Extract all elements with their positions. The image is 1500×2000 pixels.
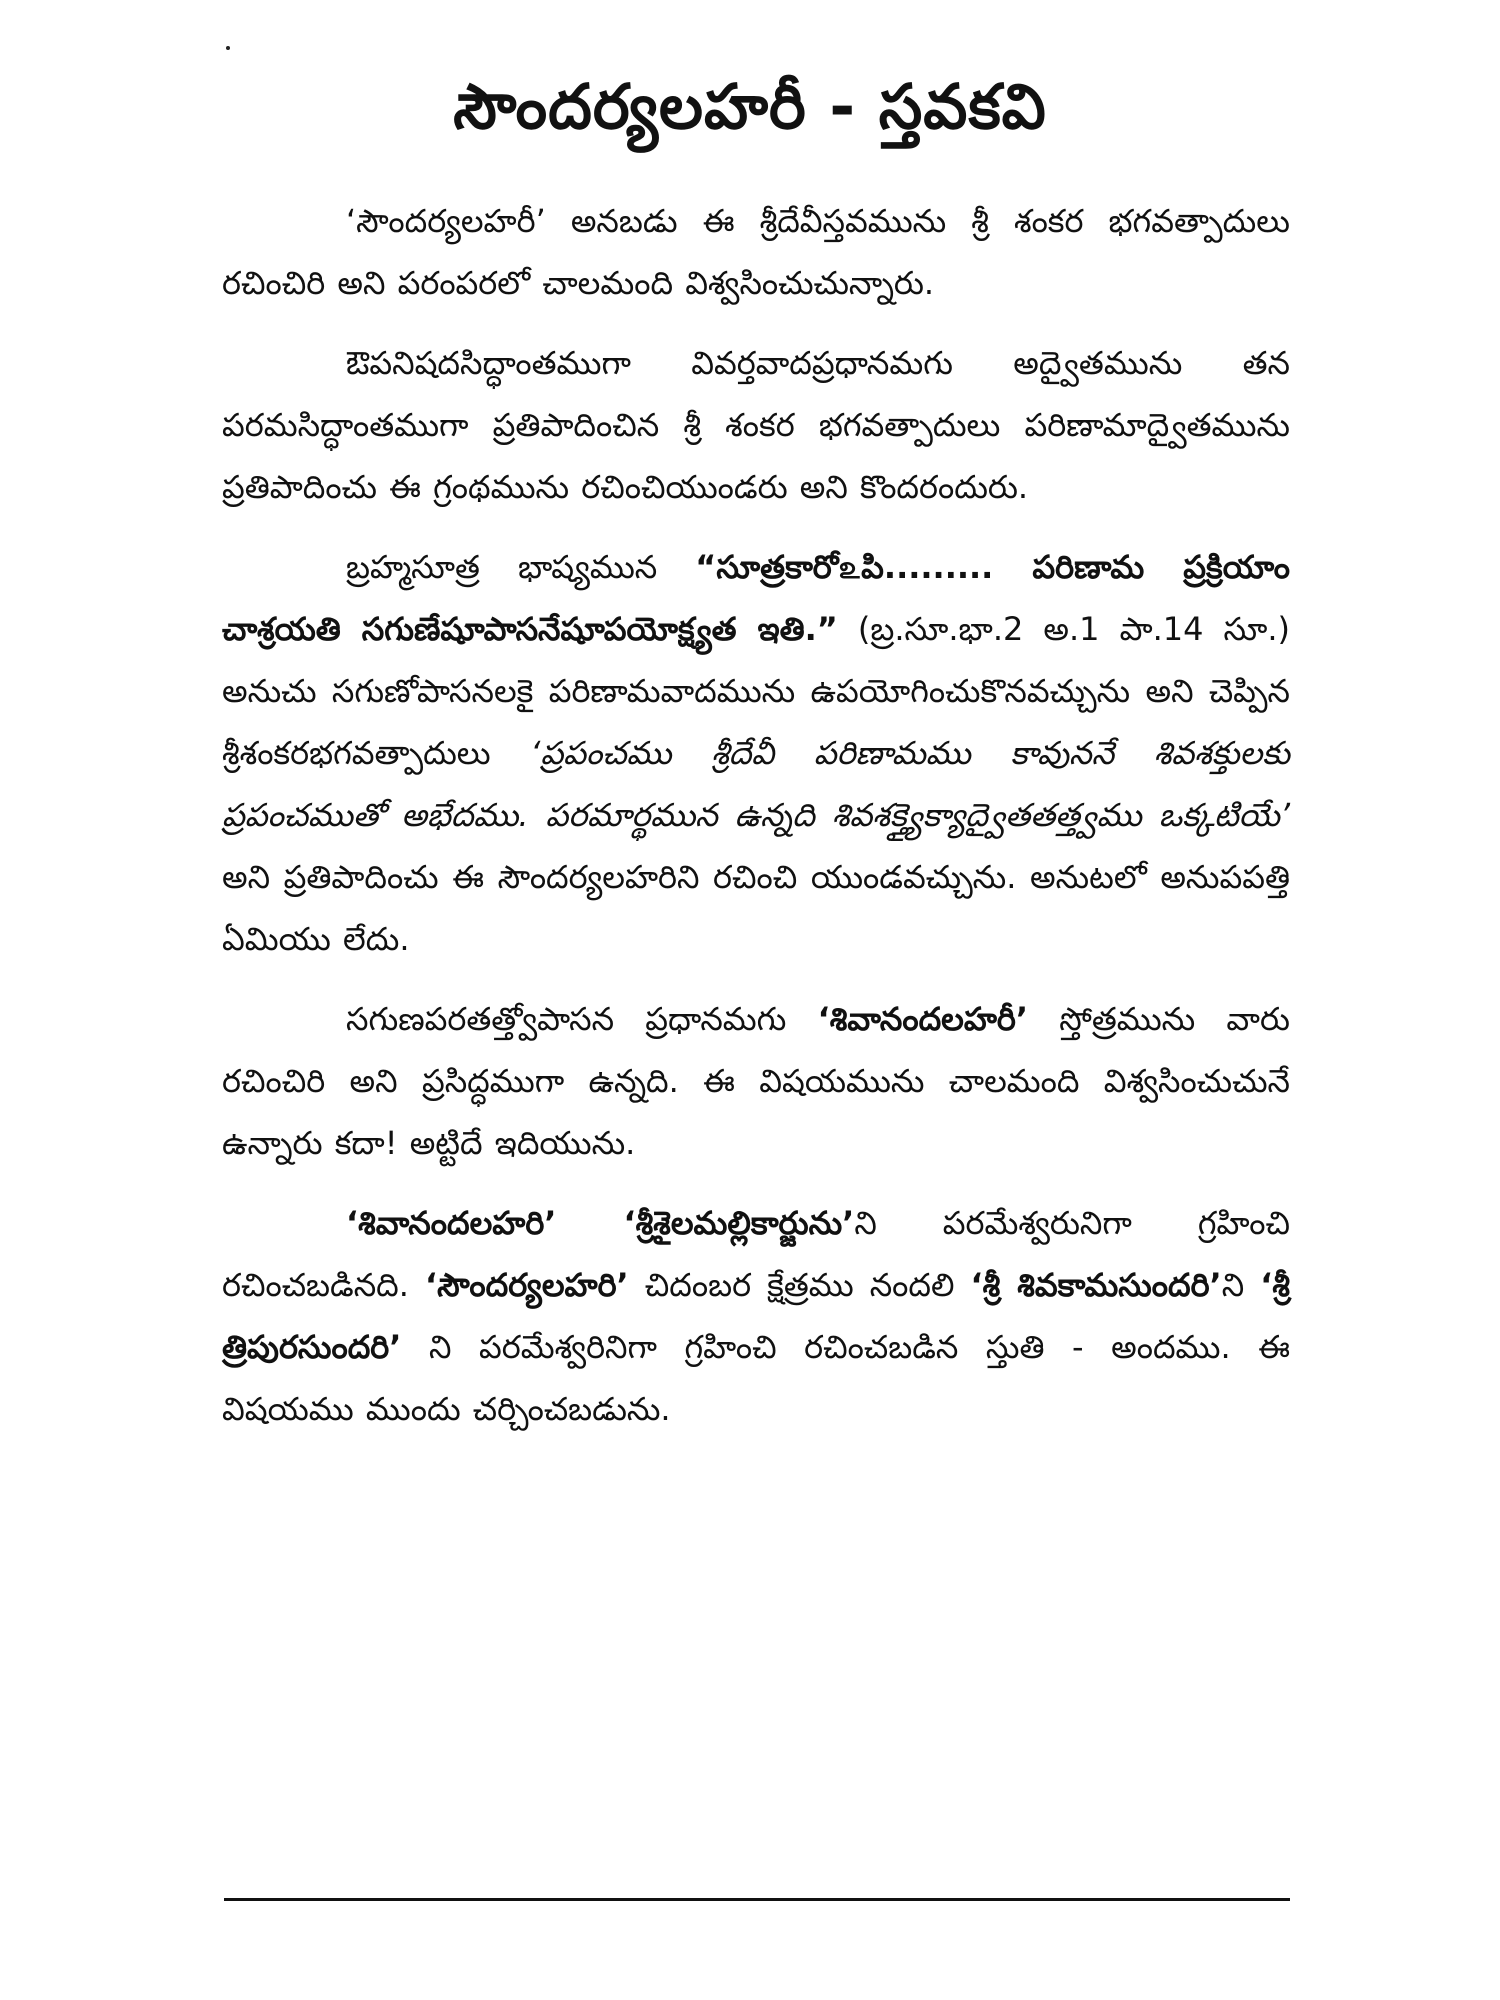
paragraph-1: ‘సౌందర్యలహరీ’ అనబడు ఈ శ్రీదేవీస్తవమును శ్రీ శంకర భగవత్పాదులు రచించిరి అని పరంపరలో చాలమంది విశ్వసించుచున్నారు. xyxy=(222,202,1290,302)
paragraph-4 xyxy=(222,988,1290,1174)
paragraph-5-text-1: ని పరమేశ్వరునిగా గ్రహించి రచించబడినది. xyxy=(222,1204,1290,1304)
italic-quote: ‘ప్రపంచము శ్రీదేవీ పరిణామము కావుననే శివశక్తులకు ప్రపంచముతో అభేదము. పరమార్థమున ఉన్నది శివశక్త్యైక్యాద్వైతతత్త్వము ఒక్కటియే’ xyxy=(222,734,1290,834)
paragraph-3-lead: బ్రహ్మసూత్ర భాష్యమున xyxy=(346,548,696,586)
footer-rule xyxy=(224,1898,1290,1901)
paragraph-5-bold-2: ‘సౌందర్యలహరి’ xyxy=(425,1266,629,1304)
sutra-quote: “సూత్రకారో௨పి......... పరిణామ ప్రక్రియాం చాశ్రయతి సగుణేషూపాసనేషూపయోక్ష్యత ఇతి.” xyxy=(222,548,1290,648)
shivanandalahari-title: ‘శివానందలహరీ’ xyxy=(817,1000,1029,1038)
paragraph-2: ఔపనిషదసిద్ధాంతముగా వివర్తవాదప్రధానమగు అద్వైతమును తన పరమసిద్ధాంతముగా ప్రతిపాదించిన శ్రీ శంకర భగవత్పాదులు పరిణామాద్వైతమును ప్రతిపాదించు ఈ గ్రంథమును రచించియుండరు అని కొందరందురు. xyxy=(222,344,1290,506)
paragraph-5-bold-1: ‘శివానందలహరి’ ‘శ్రీశైలమల్లికార్జును’ xyxy=(346,1204,855,1242)
paragraph-3-tail: అని ప్రతిపాదించు ఈ సౌందర్యలహరిని రచించి యుండవచ్చును. అనుటలో అనుపపత్తి ఏమియు లేదు. xyxy=(222,858,1290,958)
paragraph-5-text-3: ని xyxy=(1221,1266,1261,1304)
paragraph-5-bold-3: ‘శ్రీ శివకామసుందరి’ xyxy=(970,1266,1222,1304)
body-text xyxy=(222,190,1290,1454)
paragraph-5 xyxy=(222,1192,1290,1440)
page-title: సౌందర్యలహరీ - స్తవకవి xyxy=(453,70,1047,143)
paragraph-4-lead: సగుణపరతత్త్వోపాసన ప్రధానమగు xyxy=(346,1000,818,1038)
paragraph-3 xyxy=(222,536,1290,970)
paragraph-5-bold-4: ‘శ్రీ త్రిపురసుందరి’ xyxy=(222,1266,1290,1366)
paragraph-5-text-2: చిదంబర క్షేత్రము నందలి xyxy=(628,1266,971,1304)
paragraph-4-tail: స్తోత్రమును వారు రచించిరి అని ప్రసిద్ధముగా ఉన్నది. ఈ విషయమును చాలమంది విశ్వసించుచునే ఉన్నారు కదా! అట్టిదే ఇదియును. xyxy=(222,1000,1290,1162)
ink-speck xyxy=(226,46,230,50)
paragraph-5-text-4: ని పరమేశ్వరినిగా గ్రహించి రచించబడిన స్తుతి - అందము. ఈ విషయము ముందు చర్చించబడును. xyxy=(222,1328,1290,1428)
paragraph-3-reference: (బ్ర.సూ.భా.2 అ.1 పా.14 సూ.) అనుచు సగుణోపాసనలకై పరిణామవాదమును ఉపయోగించుకొనవచ్చును అని చెప్పిన శ్రీశంకరభగవత్పాదులు xyxy=(222,610,1290,772)
